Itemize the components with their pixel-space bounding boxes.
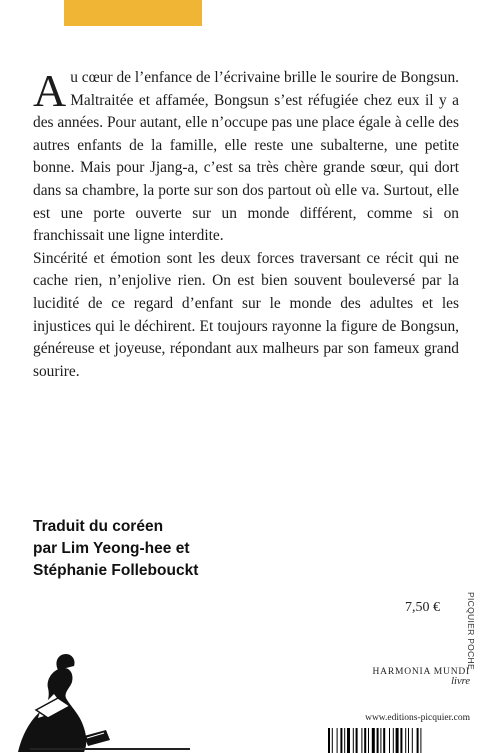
publisher-website: www.editions-picquier.com bbox=[365, 713, 470, 723]
price-label: 7,50 € bbox=[405, 600, 440, 615]
distributor-name: HARMONIA MUNDI bbox=[372, 667, 470, 677]
reading-figure-logo-icon bbox=[8, 640, 118, 753]
translator-credits bbox=[33, 516, 333, 582]
distributor-subtitle: livre bbox=[451, 676, 470, 687]
back-cover-blurb bbox=[33, 67, 459, 383]
barcode-icon bbox=[326, 728, 476, 753]
top-accent-band bbox=[64, 0, 202, 26]
vertical-brand-text: PICQUIER POCHE bbox=[466, 592, 476, 670]
credits-line-1: Traduit du coréen bbox=[33, 518, 164, 535]
distributor-mark bbox=[340, 667, 470, 687]
drop-cap: A bbox=[33, 65, 67, 116]
blurb-paragraph-1-text: u cœur de l’enfance de l’écrivaine brille le sourire de Bongsun. Maltraitée et affamée, Bongsun s’est réfugiée chez eux il y a des années. Pour autant, elle n’occupe pas une place égale à celle des autres enfants de la famille, elle reste une subalterne, une petite bonne. Mais pour Jjang-a, c’est sa très chère grande sœur, qui dort dans sa chambre, la porte sur son dos partout où elle va. Surtout, elle est une porte ouverte sur un monde différent, comme si on franchissait une ligne interdite. bbox=[33, 69, 459, 245]
logo-baseline bbox=[30, 748, 190, 750]
vertical-brand-label bbox=[464, 592, 478, 670]
blurb-paragraph-1 bbox=[33, 67, 459, 248]
credits-line-3: Stéphanie Follebouckt bbox=[33, 562, 199, 579]
blurb-paragraph-2: Sincérité et émotion sont les deux forces traversant ce récit qui ne cache rien, n’enjolive rien. On est bien souvent bouleversé par la lucidité de ce regard d’enfant sur le monde des adultes et les injustices qui le déchirent. Et toujours rayonne la figure de Bongsun, généreuse et joyeuse, répondant aux malheurs par son fameux grand sourire. bbox=[33, 249, 459, 380]
credits-line-2: par Lim Yeong-hee et bbox=[33, 540, 190, 557]
